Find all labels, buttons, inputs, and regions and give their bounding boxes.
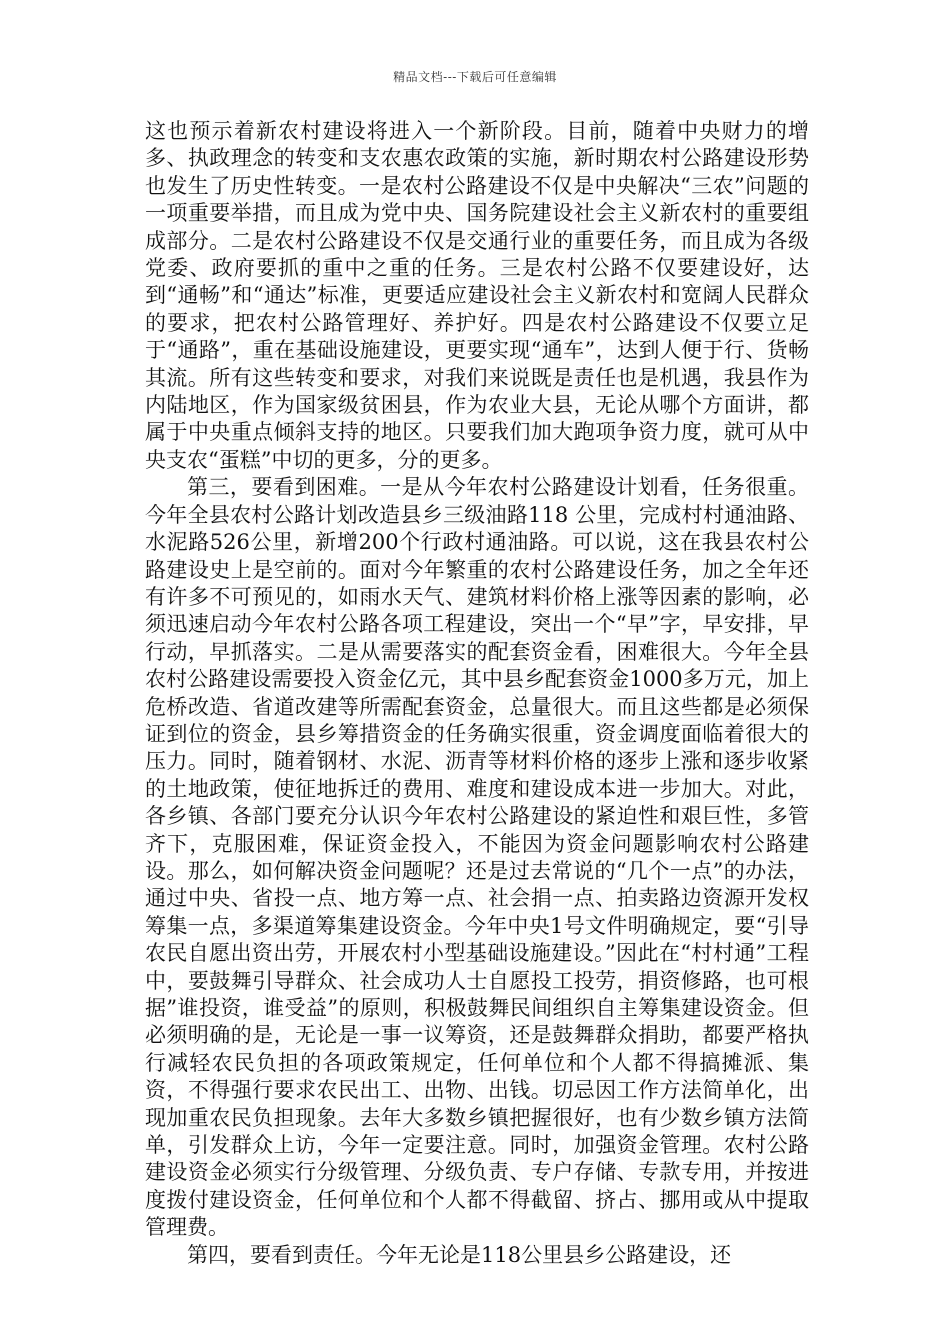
document-body: [145, 118, 809, 1269]
paragraph-continuation: 这也预示着新农村建设将进入一个新阶段。目前，随着中央财力的增多、执政理念的转变和支农惠农政策的实施，新时期农村公路建设形势也发生了历史性转变。一是农村公路建设不仅是中央解决“三农”问题的一项重要举措，而且成为党中央、国务院建设社会主义新农村的重要组成部分。二是农村公路建设不仅是交通行业的重要任务，而且成为各级党委、政府要抓的重中之重的任务。三是农村公路不仅要建设好，达到“通畅”和“通达”标准，更要适应建设社会主义新农村和宽阔人民群众的要求，把农村公路管理好、养护好。四是农村公路建设不仅要立足于“通路”，重在基础设施建设，更要实现“通车”，达到人便于行、货畅其流。所有这些转变和要求，对我们来说既是责任也是机遇，我县作为内陆地区，作为国家级贫困县，作为农业大县，无论从哪个方面讲，都属于中央重点倾斜支持的地区。只要我们加大跑项争资力度，就可从中央支农“蛋糕”中切的更多，分的更多。: [145, 119, 809, 472]
page-header: 精品文档---下载后可任意编辑: [393, 70, 557, 84]
paragraph-responsibility: 第四，要看到责任。今年无论是118公里县乡公路建设，还: [187, 1242, 732, 1267]
paragraph-difficulties: 第三，要看到困难。一是从今年农村公路建设计划看，任务很重。今年全县农村公路计划改造县乡三级油路118 公里，完成村村通油路、水泥路526公里，新增200个行政村通油路。可以说，这在我县农村公路建设史上是空前的。面对今年繁重的农村公路建设任务，加之全年还有许多不可预见的，如雨水天气、建筑材料价格上涨等因素的影响，必须迅速启动今年农村公路各项工程建设，突出一个“早”字，早安排，早行动，早抓落实。二是从需要落实的配套资金看，困难很大。今年全县农村公路建设需要投入资金亿元，其中县乡配套资金1000多万元，加上危桥改造、省道改建等所需配套资金，总量很大。而且这些都是必须保证到位的资金，县乡筹措资金的任务确实很重，资金调度面临着很大的压力。同时，随着钢材、水泥、沥青等材料价格的逐步上涨和逐步收紧的土地政策，使征地拆迁的费用、难度和建设成本进一步加大。对此，各乡镇、各部门要充分认识今年农村公路建设的紧迫性和艰巨性，多管齐下，克服困难，保证资金投入，不能因为资金问题影响农村公路建设。那么，如何解决资金问题呢？还是过去常说的“几个一点”的办法，通过中央、省投一点、地方筹一点、社会捐一点、拍卖路边资源开发权筹集一点，多渠道筹集建设资金。今年中央1号文件明确规定，要“引导农民自愿出资出劳，开展农村小型基础设施建设。”因此在“村村通”工程中，要鼓舞引导群众、社会成功人士自愿投工投劳，捐资修路，也可根据”谁投资，谁受益”的原则，积极鼓舞民间组织自主筹集建设资金。但必须明确的是，无论是一事一议筹资，还是鼓舞群众捐助，都要严格执行减轻农民负担的各项政策规定，任何单位和个人都不得搞摊派、集资，不得强行要求农民出工、出物、出钱。切忌因工作方法简单化，出现加重农民负担现象。去年大多数乡镇把握很好，也有少数乡镇方法简单，引发群众上访，今年一定要注意。同时，加强资金管理。农村公路建设资金必须实行分级管理、分级负责、专户存储、专款专用，并按进度拨付建设资金，任何单位和个人都不得截留、挤占、挪用或从中提取管理费。: [145, 475, 809, 1240]
